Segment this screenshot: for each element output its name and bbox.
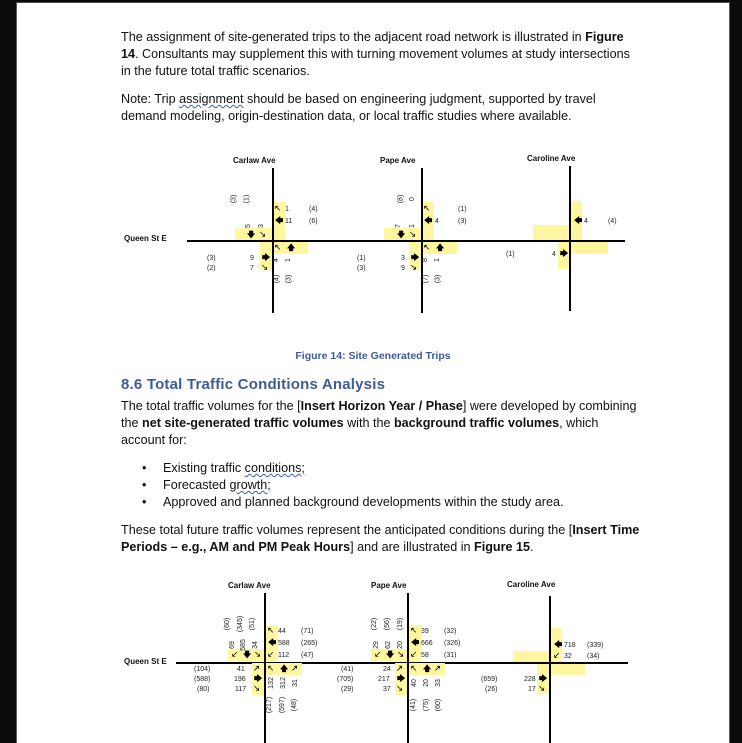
volume-label: 196	[234, 676, 246, 683]
arrow-up-icon: 🡅	[287, 243, 296, 252]
volume-label: 20	[396, 641, 404, 649]
volume-label: (4)	[309, 206, 318, 213]
volume-label: (8)	[397, 194, 405, 204]
volume-label: 17	[528, 686, 536, 693]
body-text: , which account for:	[121, 416, 599, 447]
main-street-label: Queen St E	[124, 657, 167, 666]
carlaw-road	[272, 168, 274, 313]
bold-term: net site-generated traffic volumes	[142, 416, 344, 430]
volume-label: 0	[408, 197, 416, 201]
volume-label: (3)	[207, 255, 216, 262]
arrow-northwest-icon: 🡔	[275, 204, 281, 213]
volume-label: 4	[584, 218, 588, 225]
arrow-northeast-icon: 🡕	[254, 664, 260, 673]
bullet-text: Forecasted	[163, 478, 230, 492]
arrow-northwest-icon: 🡔	[268, 626, 274, 635]
arrow-northwest-icon: 🡔	[411, 626, 417, 635]
arrow-southeast-icon: 🡖	[539, 684, 545, 693]
arrow-southeast-icon: 🡖	[255, 650, 261, 659]
volume-label: (7)	[422, 274, 430, 284]
arrow-right-icon: 🡆	[560, 249, 569, 258]
arrow-northwest-icon: 🡔	[268, 664, 274, 673]
volume-label: 217	[378, 676, 390, 683]
volume-label: 588	[278, 640, 290, 647]
street-label-caroline: Caroline Ave	[527, 154, 576, 163]
volume-label: (26)	[485, 686, 498, 693]
volume-label: 112	[278, 652, 290, 659]
volume-label: (4)	[273, 274, 281, 284]
volume-label: (60)	[435, 698, 443, 712]
volume-label: (4)	[608, 218, 617, 225]
body-text: The total traffic volumes for the [	[121, 399, 301, 413]
volume-label: 8	[421, 258, 429, 262]
volume-label: 37	[383, 686, 391, 693]
figure-15-ref: Figure 15	[474, 540, 531, 554]
volume-label: 3	[257, 224, 265, 228]
arrow-northwest-icon: 🡔	[411, 664, 417, 673]
volume-label: 11	[285, 218, 293, 225]
arrow-southeast-icon: 🡖	[411, 263, 417, 272]
volume-label: (31)	[444, 652, 457, 659]
volume-label: 39	[421, 628, 429, 635]
volume-label: 718	[564, 642, 576, 649]
volume-label: 666	[421, 640, 433, 647]
arrow-southwest-icon: 🡗	[411, 650, 417, 659]
intro-text: The assignment of site-generated trips to the adjacent road network is illustrated in	[121, 30, 586, 44]
section-heading: 8.6 Total Traffic Conditions Analysis	[121, 376, 386, 393]
caroline-road	[569, 166, 571, 311]
volume-label: (1)	[357, 255, 366, 262]
arrow-down-icon: 🡇	[243, 650, 252, 659]
volume-label: (47)	[301, 652, 314, 659]
body-text: ] were developed by combining the	[121, 399, 637, 430]
arrow-northeast-icon: 🡕	[397, 664, 403, 673]
intro-text-2: . Consultants may supplement this with turning movement volumes at study intersections in the future total traffic scenarios.	[121, 47, 630, 78]
body-text: ] and are illustrated in	[350, 540, 475, 554]
arrow-left-icon: 🡄	[268, 638, 277, 647]
volume-label: (3)	[434, 274, 442, 284]
note-text: Note: Trip	[121, 92, 180, 106]
volume-label: 33	[434, 679, 442, 687]
volume-label: (659)	[481, 676, 498, 683]
arrow-northeast-icon: 🡕	[435, 664, 441, 673]
volume-label: 62	[384, 641, 392, 649]
volume-label: (1)	[243, 194, 251, 204]
spellcheck-word[interactable]: growth;	[229, 478, 271, 492]
volume-label: (32)	[444, 628, 457, 635]
arrow-southeast-icon: 🡖	[262, 263, 268, 272]
volume-label: 40	[410, 679, 418, 687]
placeholder-horizon: Insert Horizon Year / Phase	[300, 399, 463, 413]
volume-label: 1	[285, 206, 289, 213]
volume-label: (705)	[337, 676, 354, 683]
volume-label: (41)	[410, 698, 418, 712]
street-label-carlaw: Carlaw Ave	[228, 581, 271, 590]
highlight	[550, 664, 585, 675]
arrow-right-icon: 🡆	[411, 253, 420, 262]
volume-label: (217)	[266, 696, 274, 714]
volume-label: 228	[524, 676, 536, 683]
arrow-northwest-icon: 🡔	[424, 243, 430, 252]
arrow-down-icon: 🡇	[247, 230, 256, 239]
arrow-southwest-icon: 🡗	[554, 651, 560, 660]
figure-14-caption: Figure 14: Site Generated Trips	[295, 350, 451, 362]
volume-label: 9	[401, 265, 405, 272]
pape-road	[421, 168, 423, 313]
spellcheck-word[interactable]: assignment	[179, 92, 244, 106]
volume-label: (345)	[237, 615, 245, 633]
volume-label: 34	[251, 641, 259, 649]
volume-label: 29	[372, 641, 380, 649]
arrow-northwest-icon: 🡔	[275, 243, 281, 252]
volume-label: 5	[244, 224, 252, 228]
volume-label: 132	[267, 677, 275, 689]
volume-label: 4	[552, 251, 556, 258]
arrow-southwest-icon: 🡗	[375, 650, 381, 659]
arrow-up-icon: 🡅	[423, 664, 432, 673]
volume-label: (19)	[397, 617, 405, 631]
street-label-pape: Pape Ave	[371, 581, 407, 590]
arrow-southeast-icon: 🡖	[260, 230, 266, 239]
arrow-northeast-icon: 🡕	[292, 664, 298, 673]
arrow-southwest-icon: 🡗	[232, 650, 238, 659]
volume-label: 44	[278, 628, 286, 635]
arrow-southeast-icon: 🡖	[410, 230, 416, 239]
arrow-southeast-icon: 🡖	[397, 684, 403, 693]
arrow-up-icon: 🡅	[436, 243, 445, 252]
volume-label: (41)	[341, 666, 354, 673]
figure-14-diagram	[17, 143, 729, 343]
volume-label: (22)	[371, 617, 379, 631]
pape-road	[407, 593, 409, 743]
arrow-northwest-icon: 🡔	[424, 204, 430, 213]
section-body	[121, 398, 641, 449]
volume-label: (3)	[458, 218, 467, 225]
volume-label: (3)	[357, 265, 366, 272]
main-street-label: Queen St E	[124, 234, 167, 243]
document-page	[16, 2, 730, 743]
highlight	[513, 651, 550, 662]
arrow-left-icon: 🡄	[424, 216, 433, 225]
bullet-list	[121, 460, 641, 511]
spellcheck-word[interactable]: conditions;	[244, 461, 305, 475]
placeholder-time-periods: Insert Time Periods – e.g., AM and PM Peak Hours	[121, 523, 640, 554]
volume-label: (597)	[279, 696, 287, 714]
intro-paragraph	[121, 29, 641, 80]
volume-label: 312	[279, 677, 287, 689]
volume-label: (71)	[301, 628, 314, 635]
volume-label: 41	[237, 666, 245, 673]
body-text: These total future traffic volumes represent the anticipated conditions during the [	[121, 523, 573, 537]
volume-label: (326)	[444, 640, 461, 647]
street-label-caroline: Caroline Ave	[507, 580, 556, 589]
volume-label: (265)	[301, 640, 318, 647]
arrow-down-icon: 🡇	[397, 230, 406, 239]
arrow-up-icon: 🡅	[280, 664, 289, 673]
note-paragraph	[121, 91, 641, 125]
volume-label: (2)	[207, 265, 216, 272]
volume-label: (3)	[230, 194, 238, 204]
bullet-text: Approved and planned background developments within the study area.	[163, 495, 564, 509]
arrow-right-icon: 🡆	[397, 674, 406, 683]
bullet-item	[121, 477, 641, 494]
volume-label: 32	[564, 653, 572, 660]
closing-paragraph	[121, 522, 641, 556]
volume-label: 7	[394, 224, 402, 228]
volume-label: 58	[421, 652, 429, 659]
bullet-item	[121, 494, 641, 511]
volume-label: (48)	[291, 698, 299, 712]
volume-label: 3	[401, 255, 405, 262]
arrow-right-icon: 🡆	[262, 253, 271, 262]
volume-label: 69	[228, 641, 236, 649]
volume-label: (29)	[341, 686, 354, 693]
bold-term: background traffic volumes	[393, 416, 560, 430]
arrow-left-icon: 🡄	[411, 638, 420, 647]
arrow-right-icon: 🡆	[539, 674, 548, 683]
volume-label: (3)	[285, 274, 293, 284]
arrow-southeast-icon: 🡖	[254, 684, 260, 693]
volume-label: (34)	[587, 653, 600, 660]
volume-label: (339)	[587, 642, 604, 649]
volume-label: 31	[291, 679, 299, 687]
volume-label: (104)	[194, 666, 211, 673]
volume-label: (56)	[384, 617, 392, 631]
volume-label: (51)	[249, 617, 257, 631]
figure-15-diagram	[17, 573, 729, 743]
figure-14-ref: Figure 14	[121, 30, 624, 61]
carlaw-road	[264, 593, 266, 743]
volume-label: 585	[239, 639, 247, 651]
body-text: with the	[343, 416, 394, 430]
highlight	[533, 225, 570, 240]
volume-label: 4	[435, 218, 439, 225]
highlight	[570, 242, 608, 254]
volume-label: 1	[284, 258, 292, 262]
volume-label: (1)	[458, 206, 467, 213]
volume-label: 20	[422, 679, 430, 687]
volume-label: 24	[383, 666, 391, 673]
volume-label: 9	[250, 255, 254, 262]
arrow-left-icon: 🡄	[275, 216, 284, 225]
volume-label: (75)	[423, 698, 431, 712]
volume-label: (588)	[194, 676, 211, 683]
volume-label: 7	[250, 265, 254, 272]
arrow-left-icon: 🡄	[554, 640, 563, 649]
volume-label: 4	[272, 258, 280, 262]
volume-label: 117	[235, 686, 247, 693]
volume-label: (1)	[506, 251, 515, 258]
arrow-southwest-icon: 🡗	[268, 650, 274, 659]
street-label-carlaw: Carlaw Ave	[233, 156, 276, 165]
street-label-pape: Pape Ave	[380, 156, 416, 165]
volume-label: 1	[408, 224, 416, 228]
arrow-left-icon: 🡄	[574, 216, 583, 225]
volume-label: (60)	[224, 617, 232, 631]
arrow-southeast-icon: 🡖	[398, 650, 404, 659]
bullet-item	[121, 460, 641, 477]
volume-label: 1	[433, 258, 441, 262]
bullet-text: Existing traffic	[163, 461, 245, 475]
body-text: .	[530, 540, 534, 554]
volume-label: (80)	[197, 686, 210, 693]
volume-label: (6)	[309, 218, 318, 225]
arrow-down-icon: 🡇	[386, 650, 395, 659]
caroline-road	[549, 596, 551, 743]
arrow-right-icon: 🡆	[254, 674, 263, 683]
note-text-2: should be based on engineering judgment, supported by travel demand modeling, origin-destination data, or local traffic studies where available.	[121, 92, 596, 123]
